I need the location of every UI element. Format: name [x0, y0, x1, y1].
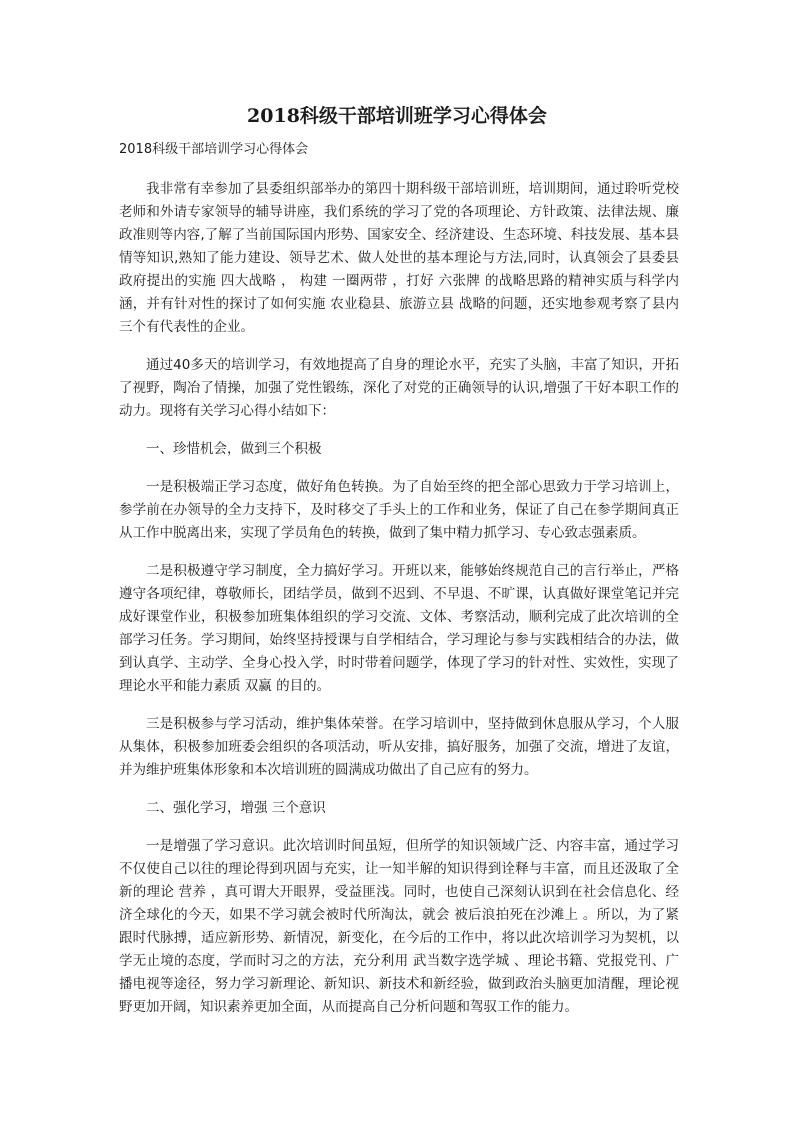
paragraph-point-3: 三是积极参与学习活动，维护集体荣誉。在学习培训中，坚持做到休息服从学习，个人服从集体，积极参加班委会组织的各项活动，听从安排，搞好服务，加强了交流，增进了友谊，并为维护班集体形象和本次培训班的圆满成功做出了自己应有的努力。 — [119, 716, 679, 778]
paragraph-point-2: 二是积极遵守学习制度，全力搞好学习。开班以来，能够始终规范自己的言行举止，严格遵守各项纪律，尊敬师长，团结学员，做到不迟到、不早退、不旷课，认真做好课堂笔记并完成好课堂作业，积极参加班集体组织的学习交流、文体、考察活动，顺利完成了此次培训的全部学习任务。学习期间，始终坚持授课与自学相结合，学习理论与参与实践相结合的办法，做到认真学、主动学、全身心投入学，时时带着问题学，体现了学习的针对性、实效性，实现了理论水平和能力素质 双赢 的目的。 — [119, 563, 679, 694]
document-subtitle: 2018科级干部培训学习心得体会 — [119, 142, 309, 157]
paragraph-summary: 通过40多天的培训学习，有效地提高了自身的理论水平，充实了头脑，丰富了知识，开拓了视野，陶冶了情操，加强了党性锻练，深化了对党的正确领导的认识,增强了干好本职工作的动力。现将有关学习心得小结如下： — [119, 357, 679, 419]
paragraph-point-4: 一是增强了学习意识。此次培训时间虽短，但所学的知识领域广泛、内容丰富，通过学习不仅使自己以往的理论得到巩固与充实，让一知半解的知识得到诠释与丰富，而且还汲取了全新的理论 营养 ，真可谓大开眼界，受益匪浅。同时，也使自己深刻认识到在社会信息化、经济全球化的今天，如果不学习就会被时代所淘汰，就会 被后浪拍死在沙滩上 。所以，为了紧跟时代脉搏，适应新形势、新情况，新变化，在今后的工作中，将以此次培训学习为契机，以学无止境的态度，学而时习之的方法，充分利用 武当数字选学城 、理论书籍、党报党刊、广播电视等途径，努力学习新理论、新知识、新技术和新经验，做到政治头脑更加清醒，理论视野更加开阔，知识素养更加全面，从而提高自己分析问题和驾驭工作的能力。 — [119, 838, 679, 1015]
document-body — [119, 178, 679, 1034]
section-heading-2: 二、强化学习，增强 三个意识 — [146, 800, 326, 816]
document-title: 2018科级干部培训班学习心得体会 — [247, 105, 547, 127]
paragraph-point-1: 一是积极端正学习态度，做好角色转换。为了自始至终的把全部心思致力于学习培训上，参学前在办领导的全力支持下，及时移交了手头上的工作和业务，保证了自己在参学期间真正从工作中脱离出来，实现了学员角色的转换，做到了集中精力抓学习、专心致志强素质。 — [119, 479, 679, 541]
section-heading-1: 一、珍惜机会，做到三个积极 — [146, 441, 322, 457]
paragraph-intro: 我非常有幸参加了县委组织部举办的第四十期科级干部培训班，培训期间，通过聆听党校老师和外请专家领导的辅导讲座，我们系统的学习了党的各项理论、方针政策、法律法规、廉政准则等内容,了解了当前国际国内形势、国家安全、经济建设、生态环境、科技发展、基本县情等知识,熟知了能力建设、领导艺术、做人处世的基本理论与方法,同时，认真领会了县委县政府提出的实施 四大战略 ， 构建 一圈两带 ，打好 六张牌 的战略思路的精神实质与科学内涵，并有针对性的探讨了如何实施 农业稳县、旅游立县 战略的问题，还实地参观考察了县内三个有代表性的企业。 — [119, 181, 679, 335]
